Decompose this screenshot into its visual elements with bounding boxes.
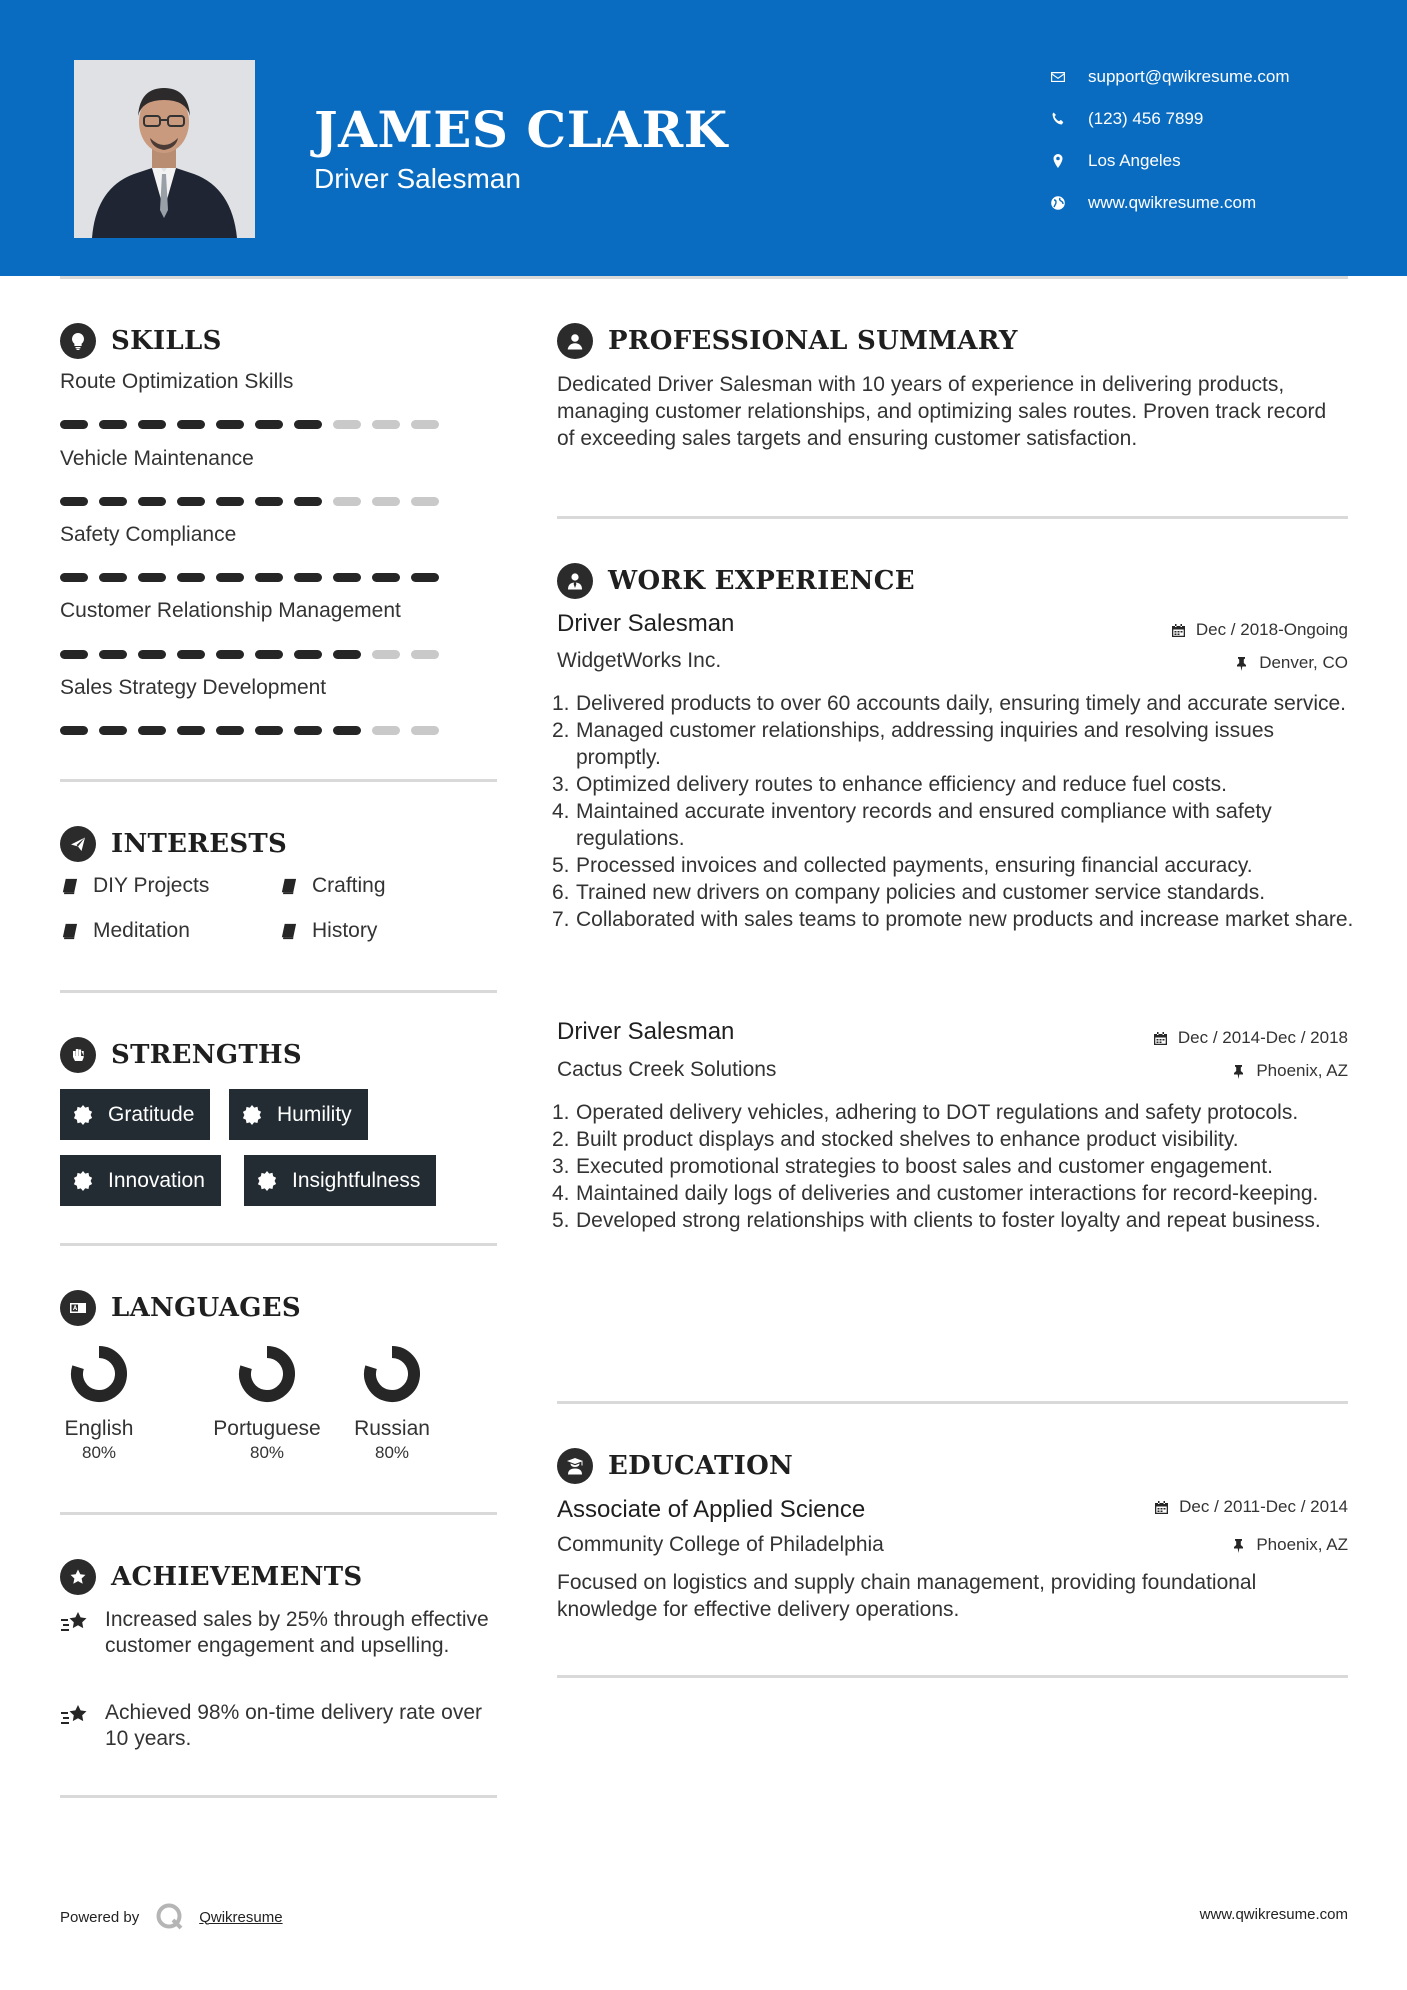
achievements-title: ACHIEVEMENTS [111,1562,363,1592]
interest-label: DIY Projects [93,874,210,897]
skill-dash-filled [255,726,283,735]
interest-item [60,919,190,943]
job-location-text: Phoenix, AZ [1256,1061,1348,1080]
job-title: Driver Salesman [557,1018,735,1045]
job-dates-text: Dec / 2018-Ongoing [1195,620,1348,639]
strength-label: Insightfulness [292,1168,421,1192]
company-name: Cactus Creek Solutions [557,1058,777,1081]
language-name: English [64,1417,134,1440]
interests-heading [60,826,287,862]
interest-label: Meditation [93,919,190,942]
contact-list [1050,56,1290,224]
duty-number: 5. [552,854,570,877]
duty-text: Collaborated with sales teams to promote new products and increase market share. [576,908,1354,931]
language-percent: 80% [81,1443,117,1462]
skill-level-bar [60,650,450,659]
skill-dash-filled [333,726,361,735]
skill-dash-filled [216,573,244,582]
skill-dash-filled [138,420,166,429]
skill-dash-filled [99,573,127,582]
skill-dash-empty [411,420,439,429]
duty-number: 6. [552,881,570,904]
contact-phone-text: (123) 456 7899 [1088,109,1204,128]
section-divider [60,1512,497,1515]
achievement-text: Increased sales by 25% through effective customer engagement and upselling. [105,1608,489,1657]
job-location [1231,1061,1348,1081]
certificate-icon [72,1104,94,1126]
strength-label: Innovation [108,1168,205,1192]
skill-level-bar [60,726,450,735]
skill-dash-filled [60,650,88,659]
job-dates [1171,620,1348,640]
skill-dash-filled [255,573,283,582]
duty-text: Optimized delivery routes to enhance efficiency and reduce fuel costs. [576,773,1227,796]
interest-label: Crafting [312,874,386,897]
user-icon [557,323,593,359]
job-duties [552,1099,1357,1234]
achievement-item [60,1607,500,1659]
contact-website[interactable] [1050,182,1290,224]
education-location-text: Phoenix, AZ [1256,1535,1348,1554]
duty-number: 1. [552,1101,570,1124]
strengths-title: STRENGTHS [111,1040,302,1070]
strength-tag [60,1089,210,1140]
skill-dash-filled [333,573,361,582]
language-item [202,1343,332,1463]
skill-dash-filled [411,573,439,582]
footer-branding [60,1902,283,1932]
skill-dash-empty [333,420,361,429]
language-percent: 80% [249,1443,285,1462]
duty-text: Managed customer relationships, addressing inquiries and resolving issues promptly. [576,719,1275,769]
shooting-star-icon [60,1610,92,1636]
envelope-icon [1050,69,1066,85]
strength-tag [244,1155,436,1206]
book-icon [279,922,298,941]
footer-website[interactable]: www.qwikresume.com [1199,1906,1348,1923]
skill-dash-filled [60,497,88,506]
summary-text: Dedicated Driver Salesman with 10 years of experience in delivering products, managing customer relationships, and optimizing sales routes. Proven track record of exceeding sales targets and ensuring customer satisfaction. [557,373,1327,450]
duty-item [552,852,1357,879]
star-icon [60,1559,96,1595]
skill-dash-filled [99,650,127,659]
globe-icon [1050,195,1066,211]
skill-name: Route Optimization Skills [60,370,294,393]
contact-email-text: support@qwikresume.com [1088,67,1290,86]
language-ring-arc [77,1352,121,1396]
duty-text: Trained new drivers on company policies and customer service standards. [576,881,1266,904]
skill-dash-filled [255,650,283,659]
skill-name: Safety Compliance [60,523,237,546]
interest-item [279,874,386,898]
phone-icon [1050,111,1066,127]
achievements-heading [60,1559,363,1595]
skill-dash-filled [255,497,283,506]
map-marker-icon [1050,153,1066,169]
strength-tag [229,1089,368,1140]
skill-name: Vehicle Maintenance [60,447,254,470]
section-divider [557,1675,1348,1678]
skill-dash-empty [372,420,400,429]
skill-dash-filled [138,497,166,506]
book-icon [60,922,79,941]
section-divider [60,1795,497,1798]
skill-dash-empty [411,726,439,735]
duty-number: 2. [552,719,570,742]
contact-website-text: www.qwikresume.com [1088,193,1257,212]
duty-number: 4. [552,800,570,823]
language-progress-ring [361,1343,423,1405]
duty-text: Maintained accurate inventory records and ensured compliance with safety regulations. [576,800,1272,850]
languages-title: LANGUAGES [111,1293,301,1323]
section-divider [557,1401,1348,1404]
duty-number: 7. [552,908,570,931]
education-dates-text: Dec / 2011-Dec / 2014 [1179,1497,1348,1516]
duty-item [552,906,1357,933]
duty-item [552,1126,1357,1153]
languages-heading [60,1290,301,1326]
skill-level-bar [60,573,450,582]
duty-number: 3. [552,1155,570,1178]
skill-dash-filled [216,497,244,506]
duty-item [552,1180,1357,1207]
duty-item [552,771,1357,798]
skill-dash-filled [99,497,127,506]
certificate-icon [72,1170,94,1192]
skill-dash-filled [294,420,322,429]
certificate-icon [256,1170,278,1192]
skill-dash-filled [372,573,400,582]
skill-dash-filled [294,497,322,506]
strength-label: Humility [277,1102,352,1126]
job-location-text: Denver, CO [1259,653,1348,672]
skill-dash-filled [138,726,166,735]
skills-heading [60,323,222,359]
section-divider [60,990,497,993]
duty-item [552,690,1357,717]
duty-item [552,1207,1357,1234]
skill-dash-filled [255,420,283,429]
powered-by-label: Powered by [60,1908,140,1926]
skill-dash-filled [216,726,244,735]
contact-phone[interactable] [1050,98,1290,140]
duty-text: Processed invoices and collected payments, ensuring financial accuracy. [576,854,1253,877]
skill-dash-filled [177,650,205,659]
interest-item [60,874,209,898]
candidate-title: Driver Salesman [314,163,521,194]
duty-number: 1. [552,692,570,715]
duty-text: Developed strong relationships with clients to foster loyalty and repeat business. [576,1209,1321,1232]
graduate-icon [557,1448,593,1484]
book-icon [279,877,298,896]
pin-icon [1231,1538,1246,1553]
duty-text: Maintained daily logs of deliveries and customer interactions for record-keeping. [576,1182,1319,1205]
job-duties [552,690,1357,933]
pin-icon [1231,1064,1246,1079]
candidate-name: JAMES CLARK [314,100,728,159]
interest-label: History [312,919,378,942]
skill-dash-empty [411,497,439,506]
education-dates [1154,1497,1348,1517]
qwikresume-link[interactable]: Qwikresume [199,1908,283,1926]
job-title: Driver Salesman [557,610,735,637]
certificate-icon [241,1104,263,1126]
skill-dash-filled [60,420,88,429]
duty-item [552,717,1357,771]
raised-fist-icon [60,1037,96,1073]
duty-item [552,1099,1357,1126]
contact-email[interactable] [1050,56,1290,98]
section-divider [557,516,1348,519]
strength-label: Gratitude [108,1102,195,1126]
job-location [1234,653,1348,673]
strength-tag [60,1155,221,1206]
language-ring-arc [370,1352,414,1396]
skill-dash-filled [60,573,88,582]
duty-text: Executed promotional strategies to boost sales and customer engagement. [576,1155,1273,1178]
skill-dash-filled [177,726,205,735]
paper-plane-icon [60,826,96,862]
user-tie-icon [557,563,593,599]
duty-number: 3. [552,773,570,796]
interests-title: INTERESTS [111,829,288,859]
summary-title: PROFESSIONAL SUMMARY [608,326,1018,356]
education-description: Focused on logistics and supply chain management, providing foundational knowledge for effective delivery operations. [557,1571,1257,1621]
skill-dash-filled [333,650,361,659]
pin-icon [1234,656,1249,671]
education-location [1231,1535,1348,1555]
skill-dash-filled [294,726,322,735]
school-name: Community College of Philadelphia [557,1533,884,1556]
skill-dash-empty [372,650,400,659]
skill-dash-filled [99,726,127,735]
skill-dash-filled [177,497,205,506]
job-dates-text: Dec / 2014-Dec / 2018 [1177,1028,1348,1047]
duty-item [552,798,1357,852]
education-heading [557,1448,793,1484]
company-name: WidgetWorks Inc. [557,649,722,672]
duty-item [552,879,1357,906]
shooting-star-icon [60,1703,92,1729]
duty-number: 2. [552,1128,570,1151]
qwikresume-logo-icon [155,1902,185,1932]
job-dates [1153,1028,1348,1048]
lightbulb-icon [60,323,96,359]
degree-title: Associate of Applied Science [557,1496,866,1523]
skill-dash-empty [333,497,361,506]
interest-item [279,919,377,943]
calendar-icon [1154,1500,1169,1515]
contact-location [1050,140,1290,182]
language-icon [60,1290,96,1326]
skill-dash-filled [60,726,88,735]
language-percent: 80% [374,1443,410,1462]
profile-photo [74,60,255,238]
skill-name: Customer Relationship Management [60,599,401,622]
achievement-item [60,1700,500,1752]
section-divider [60,779,497,782]
duty-number: 5. [552,1209,570,1232]
skill-level-bar [60,497,450,506]
duty-text: Operated delivery vehicles, adhering to DOT regulations and safety protocols. [576,1101,1299,1124]
experience-title: WORK EXPERIENCE [608,566,915,596]
achievement-text: Achieved 98% on-time delivery rate over 10 years. [105,1701,483,1750]
skill-dash-filled [216,650,244,659]
contact-location-text: Los Angeles [1088,151,1181,170]
strengths-heading [60,1037,302,1073]
skill-dash-filled [177,420,205,429]
skill-name: Sales Strategy Development [60,676,327,699]
calendar-icon [1171,623,1186,638]
duty-text: Delivered products to over 60 accounts daily, ensuring timely and accurate service. [576,692,1346,715]
skill-dash-empty [372,726,400,735]
skill-dash-filled [216,420,244,429]
language-name: Russian [354,1417,430,1440]
duty-text: Built product displays and stocked shelves to enhance product visibility. [576,1128,1239,1151]
skill-dash-filled [99,420,127,429]
language-progress-ring [68,1343,130,1405]
experience-heading [557,563,915,599]
duty-item [552,1153,1357,1180]
calendar-icon [1153,1031,1168,1046]
skill-dash-filled [177,573,205,582]
language-progress-ring [236,1343,298,1405]
language-name: Portuguese [213,1417,321,1440]
skill-level-bar [60,420,450,429]
language-item [59,1343,139,1463]
skills-title: SKILLS [111,326,222,356]
duty-number: 4. [552,1182,570,1205]
skill-dash-filled [294,650,322,659]
summary-heading [557,323,1018,359]
education-title: EDUCATION [608,1451,794,1481]
skill-dash-empty [411,650,439,659]
skill-dash-filled [138,650,166,659]
resume-header [0,0,1407,276]
skill-dash-filled [294,573,322,582]
language-item [349,1343,435,1463]
book-icon [60,877,79,896]
header-divider [60,276,1348,279]
language-ring-arc [245,1352,289,1396]
skill-dash-filled [138,573,166,582]
skill-dash-empty [372,497,400,506]
section-divider [60,1243,497,1246]
